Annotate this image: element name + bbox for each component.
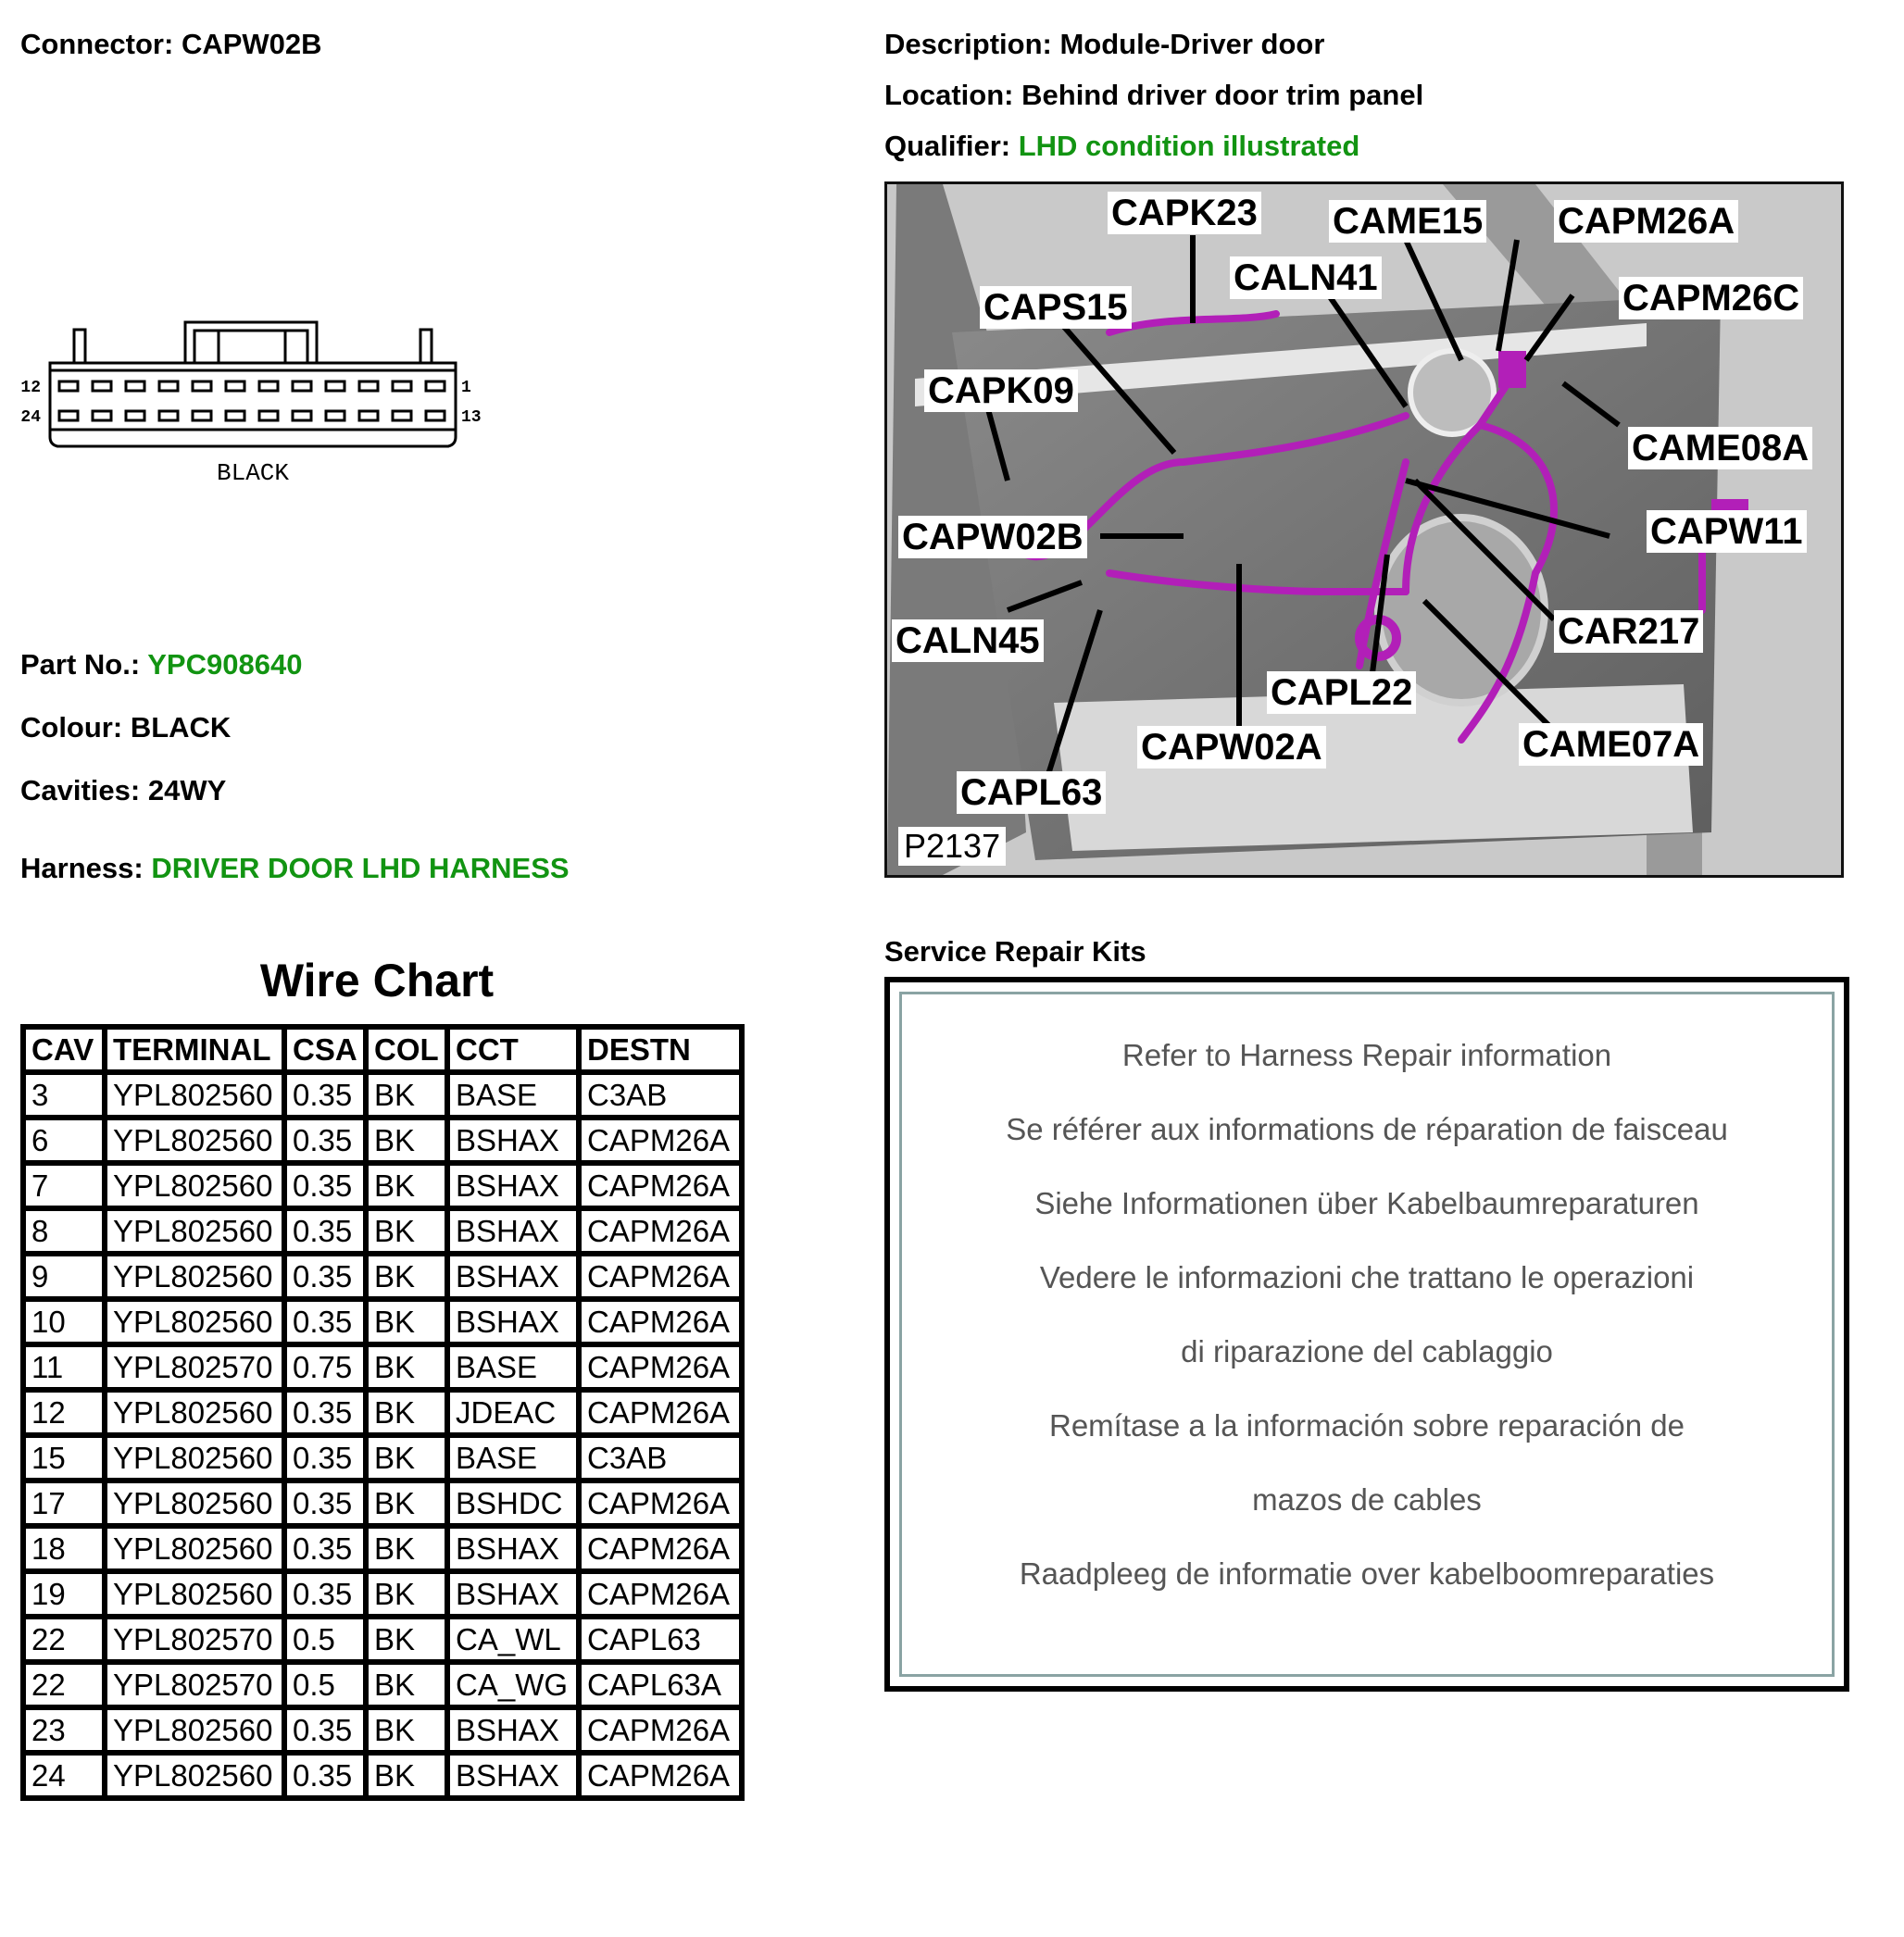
cell-terminal: YPL802560 [105,1707,284,1753]
cell-col: BK [366,1435,447,1481]
connector-face-diagram [13,315,495,491]
pin-label-24: 24 [20,408,41,427]
cell-cct: CA_WL [447,1617,579,1662]
callout-came15: CAME15 [1329,200,1486,243]
part-number-line [20,648,302,681]
cell-cct: BASE [447,1072,579,1118]
cell-terminal: YPL802570 [105,1617,284,1662]
cell-col: BK [366,1072,447,1118]
cell-cct: BSHAX [447,1571,579,1617]
cell-col: BK [366,1299,447,1344]
cell-cct: BSHDC [447,1481,579,1526]
cell-cav: 15 [23,1435,105,1481]
cell-terminal: YPL802560 [105,1571,284,1617]
pin-cavity-7 [226,381,244,391]
cell-terminal: YPL802560 [105,1163,284,1208]
repair-info-en: Refer to Harness Repair information [1121,1038,1612,1072]
cell-terminal: YPL802560 [105,1753,284,1798]
description-value: Module-Driver door [1059,28,1325,60]
pin-cavities [59,381,445,420]
image-reference-number: P2137 [898,827,1006,866]
callout-capl22: CAPL22 [1267,671,1416,714]
callout-capk23: CAPK23 [1108,192,1261,234]
cell-csa: 0.35 [284,1072,366,1118]
cell-col: BK [366,1707,447,1753]
callout-capm26a: CAPM26A [1554,200,1738,243]
cell-csa: 0.35 [284,1390,366,1435]
table-row [23,1344,742,1390]
repair-info-nl: Raadpleeg de informatie over kabelboomreparaties [1019,1556,1715,1591]
cell-csa: 0.5 [284,1662,366,1707]
location-value: Behind driver door trim panel [1021,79,1424,111]
cell-cct: BSHAX [447,1118,579,1163]
wire-chart-body [23,1072,742,1798]
table-row [23,1118,742,1163]
cell-terminal: YPL802570 [105,1662,284,1707]
cell-col: BK [366,1526,447,1571]
colour-value: BLACK [130,711,232,744]
callout-car217: CAR217 [1554,610,1703,653]
callout-capw02a: CAPW02A [1137,726,1326,769]
cell-destn: CAPM26A [579,1118,742,1163]
cell-csa: 0.35 [284,1481,366,1526]
service-repair-kits-title: Service Repair Kits [884,935,1146,968]
cell-csa: 0.35 [284,1163,366,1208]
repair-info-es-1: Remítase a la información sobre reparación de [1048,1408,1685,1443]
connector-id: CAPW02B [181,28,322,60]
cell-cav: 22 [23,1662,105,1707]
part-number-label: Part No.: [20,648,141,681]
repair-info-es-2: mazos de cables [1252,1482,1482,1517]
location-line [884,79,1423,112]
cell-terminal: YPL802560 [105,1118,284,1163]
cell-col: BK [366,1390,447,1435]
cell-csa: 0.35 [284,1707,366,1753]
cell-cct: JDEAC [447,1390,579,1435]
cell-col: BK [366,1662,447,1707]
table-row [23,1707,742,1753]
cell-cct: BSHAX [447,1163,579,1208]
callout-caln41: CALN41 [1230,256,1382,299]
column-header-destn: DESTN [579,1027,742,1072]
column-header-terminal: TERMINAL [105,1027,284,1072]
pin-cavity-16 [326,411,344,420]
wire-chart-table [20,1024,745,1801]
harness-line [20,852,570,885]
pin-cavity-17 [293,411,311,420]
pin-cavity-21 [159,411,178,420]
cell-destn: CAPM26A [579,1526,742,1571]
cell-cct: BASE [447,1344,579,1390]
cell-cav: 7 [23,1163,105,1208]
pin-cavity-9 [159,381,178,391]
pin-cavity-18 [259,411,278,420]
cell-destn: CAPM26A [579,1299,742,1344]
cell-col: BK [366,1118,447,1163]
cell-cav: 11 [23,1344,105,1390]
column-header-cav: CAV [23,1027,105,1072]
cell-csa: 0.35 [284,1435,366,1481]
repair-info-it-1: Vedere le informazioni che trattano le operazioni [1039,1260,1695,1294]
callout-capl63: CAPL63 [957,771,1106,814]
cell-col: BK [366,1753,447,1798]
cell-cct: BSHAX [447,1299,579,1344]
harness-link[interactable]: DRIVER DOOR LHD HARNESS [151,852,570,884]
table-row [23,1526,742,1571]
callout-capw02b: CAPW02B [898,516,1087,558]
cavities-value: 24WY [147,774,227,806]
cavities-label: Cavities: [20,774,141,806]
cell-destn: C3AB [579,1072,742,1118]
table-row [23,1208,742,1254]
cell-destn: CAPL63 [579,1617,742,1662]
table-row [23,1299,742,1344]
cell-col: BK [366,1571,447,1617]
cell-cct: BASE [447,1435,579,1481]
qualifier-label: Qualifier: [884,130,1011,162]
pin-cavity-1 [426,381,445,391]
column-header-csa: CSA [284,1027,366,1072]
callout-came08a: CAME08A [1628,427,1812,469]
cell-cav: 23 [23,1707,105,1753]
cell-cav: 22 [23,1617,105,1662]
callout-caln45: CALN45 [892,619,1044,662]
column-header-col: COL [366,1027,447,1072]
cell-col: BK [366,1344,447,1390]
table-row [23,1481,742,1526]
column-header-cct: CCT [447,1027,579,1072]
cell-destn: CAPM26A [579,1390,742,1435]
part-number-link[interactable]: YPC908640 [147,648,303,681]
table-row [23,1435,742,1481]
repair-info-fr: Se référer aux informations de réparation de faisceau [1006,1112,1728,1146]
cell-cav: 24 [23,1753,105,1798]
cell-destn: CAPM26A [579,1344,742,1390]
connector-capm26a-block [1498,351,1526,388]
repair-info-de: Siehe Informationen über Kabelbaumreparaturen [1034,1186,1699,1220]
pin-cavity-24 [59,411,78,420]
cell-col: BK [366,1208,447,1254]
pin-cavity-19 [226,411,244,420]
cell-destn: CAPM26A [579,1481,742,1526]
pin-label-12: 12 [20,379,41,397]
cell-destn: CAPM26A [579,1707,742,1753]
cell-cav: 12 [23,1390,105,1435]
cell-col: BK [366,1481,447,1526]
cell-cav: 3 [23,1072,105,1118]
cell-terminal: YPL802560 [105,1390,284,1435]
cell-col: BK [366,1617,447,1662]
table-row [23,1571,742,1617]
cell-cav: 17 [23,1481,105,1526]
connector-colour-caption: BLACK [216,459,290,487]
colour-line [20,711,231,744]
cell-terminal: YPL802560 [105,1208,284,1254]
connector-location-image [884,181,1844,878]
cell-destn: C3AB [579,1435,742,1481]
cell-cav: 19 [23,1571,105,1617]
pin-cavity-8 [193,381,211,391]
callout-capm26c: CAPM26C [1619,277,1803,319]
pin-cavity-5 [293,381,311,391]
cell-csa: 0.35 [284,1753,366,1798]
cell-terminal: YPL802560 [105,1299,284,1344]
qualifier-link[interactable]: LHD condition illustrated [1018,130,1360,162]
cell-cav: 8 [23,1208,105,1254]
table-row [23,1753,742,1798]
cell-terminal: YPL802560 [105,1481,284,1526]
cell-cct: BSHAX [447,1254,579,1299]
cell-csa: 0.35 [284,1299,366,1344]
cell-destn: CAPM26A [579,1571,742,1617]
service-repair-kits-box [884,977,1849,1692]
cell-col: BK [366,1163,447,1208]
pin-cavity-13 [426,411,445,420]
cell-cct: CA_WG [447,1662,579,1707]
cell-destn: CAPM26A [579,1208,742,1254]
table-row [23,1662,742,1707]
cell-csa: 0.35 [284,1571,366,1617]
pin-cavity-6 [259,381,278,391]
pin-cavity-12 [59,381,78,391]
pin-label-13: 13 [461,408,482,427]
cell-csa: 0.35 [284,1254,366,1299]
cell-destn: CAPM26A [579,1163,742,1208]
pin-cavity-2 [393,381,411,391]
cell-destn: CAPM26A [579,1753,742,1798]
cell-terminal: YPL802560 [105,1435,284,1481]
repair-info-it-2: di riparazione del cablaggio [1181,1334,1553,1368]
cell-cct: BSHAX [447,1707,579,1753]
cell-csa: 0.35 [284,1208,366,1254]
colour-label: Colour: [20,711,123,744]
callout-caps15: CAPS15 [980,286,1132,329]
qualifier-line [884,130,1359,163]
pin-cavity-11 [93,381,111,391]
wire-chart-title: Wire Chart [259,955,495,1006]
callout-capw11: CAPW11 [1647,510,1807,553]
cell-cct: BSHAX [447,1753,579,1798]
description-label: Description: [884,28,1052,60]
cell-cav: 10 [23,1299,105,1344]
cell-csa: 0.35 [284,1118,366,1163]
cell-cct: BSHAX [447,1526,579,1571]
cell-col: BK [366,1254,447,1299]
cell-csa: 0.35 [284,1526,366,1571]
pin-cavity-20 [193,411,211,420]
cell-destn: CAPL63A [579,1662,742,1707]
cell-cav: 6 [23,1118,105,1163]
pin-cavity-4 [326,381,344,391]
cell-terminal: YPL802570 [105,1344,284,1390]
table-row [23,1390,742,1435]
callout-capk09: CAPK09 [924,369,1078,412]
table-row [23,1163,742,1208]
harness-label: Harness: [20,852,144,884]
cell-cct: BSHAX [447,1208,579,1254]
cell-cav: 18 [23,1526,105,1571]
table-row [23,1254,742,1299]
pin-cavity-10 [126,381,144,391]
cell-cav: 9 [23,1254,105,1299]
table-row [23,1617,742,1662]
pin-label-1: 1 [461,379,471,397]
wire-chart-header-row [23,1027,742,1072]
location-label: Location: [884,79,1014,111]
connector-heading [20,28,322,61]
description-line [884,28,1324,61]
cell-terminal: YPL802560 [105,1254,284,1299]
pin-cavity-14 [393,411,411,420]
pin-cavity-15 [359,411,378,420]
cell-csa: 0.75 [284,1344,366,1390]
pin-cavity-23 [93,411,111,420]
callout-came07a: CAME07A [1519,723,1703,766]
cell-destn: CAPM26A [579,1254,742,1299]
pin-cavity-22 [126,411,144,420]
cell-terminal: YPL802560 [105,1072,284,1118]
table-row [23,1072,742,1118]
pin-cavity-3 [359,381,378,391]
cavities-line [20,774,226,807]
cell-csa: 0.5 [284,1617,366,1662]
connector-label: Connector: [20,28,174,60]
cell-terminal: YPL802560 [105,1526,284,1571]
